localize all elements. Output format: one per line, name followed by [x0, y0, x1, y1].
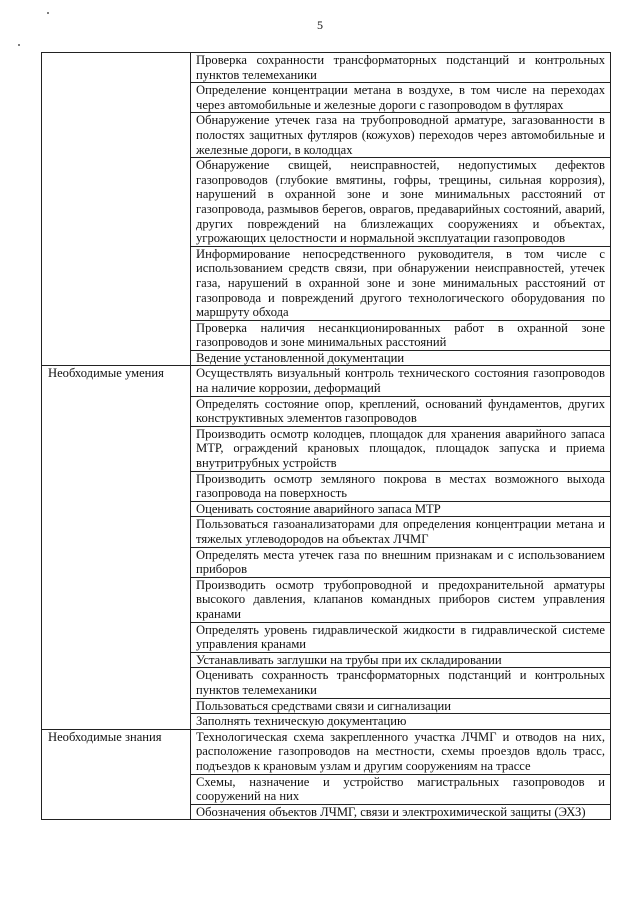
table-cell: Оценивать сохранность трансформаторных подстанций и контрольных пунктов телемеханики: [191, 668, 611, 698]
table-cell: Определять уровень гидравлической жидкости в гидравлической системе управления кранами: [191, 622, 611, 652]
table-cell: Обнаружение свищей, неисправностей, недопустимых дефектов газопроводов (глубокие вмятины, гофры, трещины, сильная коррозия), нарушений в охранной зоне и зоне минимальных расстояний от газопровода, размывов берегов, оврагов, предаварийных состояний, аварий, других повреждений на близлежащих сооружениях и объектах, угрожающих целостности и нормальной эксплуатации газопроводов: [191, 158, 611, 247]
table-cell: Заполнять техническую документацию: [191, 714, 611, 730]
table-cell: Ведение установленной документации: [191, 350, 611, 366]
scan-speck: [47, 12, 49, 14]
table-cell: Обнаружение утечек газа на трубопроводной арматуре, загазованности в полостях защитных футляров (кожухов) переходов через автомобильные и железные дороги, в колодцах: [191, 113, 611, 158]
scan-speck: [18, 44, 20, 46]
table-cell: Определять состояние опор, креплений, оснований фундаментов, других конструктивных элементов газопроводов: [191, 396, 611, 426]
qualification-table: [41, 52, 611, 820]
table-cell: Производить осмотр трубопроводной и предохранительной арматуры высокого давления, клапанов командных приборов систем управления кранами: [191, 577, 611, 622]
table-cell: Проверка наличия несанкционированных работ в охранной зоне газопроводов и зоне минимальных расстояний: [191, 320, 611, 350]
table-row: [42, 729, 611, 774]
table-cell: Производить осмотр земляного покрова в местах возможного выхода газопровода на поверхность: [191, 471, 611, 501]
table-cell: Определение концентрации метана в воздухе, в том числе на переходах через автомобильные и железные дороги с газопроводом в футлярах: [191, 83, 611, 113]
table-cell: Информирование непосредственного руководителя, в том числе с использованием средств связи, при обнаружении неисправностей, утечек газа, нарушений в охранной зоне и зоне минимальных расстояний от газопровода и повреждений другого технологического оборудования по маршруту обхода: [191, 246, 611, 320]
section-label-labor-actions: [42, 53, 191, 366]
table-row: [42, 53, 611, 83]
page-number: 5: [317, 18, 323, 32]
table-cell: Определять места утечек газа по внешним признакам и с использованием приборов: [191, 547, 611, 577]
table-cell: Схемы, назначение и устройство магистральных газопроводов и сооружений на них: [191, 774, 611, 804]
table-cell: Производить осмотр колодцев, площадок для хранения аварийного запаса МТР, ограждений крановых площадок, площадок запуска и приема внутритрубных устройств: [191, 426, 611, 471]
table-cell: Проверка сохранности трансформаторных подстанций и контрольных пунктов телемеханики: [191, 53, 611, 83]
table-row: [42, 366, 611, 396]
table-cell: Пользоваться газоанализаторами для определения концентрации метана и тяжелых углеводородов на объектах ЛЧМГ: [191, 517, 611, 547]
section-label-required-knowledge: Необходимые знания: [42, 729, 191, 820]
table-cell: Осуществлять визуальный контроль технического состояния газопроводов на наличие коррозии, деформаций: [191, 366, 611, 396]
table-cell: Устанавливать заглушки на трубы при их складировании: [191, 652, 611, 668]
table-cell: Обозначения объектов ЛЧМГ, связи и электрохимической защиты (ЭХЗ): [191, 804, 611, 820]
table-cell: Пользоваться средствами связи и сигнализации: [191, 698, 611, 714]
table-cell: Технологическая схема закрепленного участка ЛЧМГ и отводов на них, расположение газопроводов на местности, схемы проездов вдоль трасс, подъездов к крановым узлам и другим сооружениям на трассе: [191, 729, 611, 774]
section-label-required-skills: Необходимые умения: [42, 366, 191, 729]
table-cell: Оценивать состояние аварийного запаса МТР: [191, 501, 611, 517]
